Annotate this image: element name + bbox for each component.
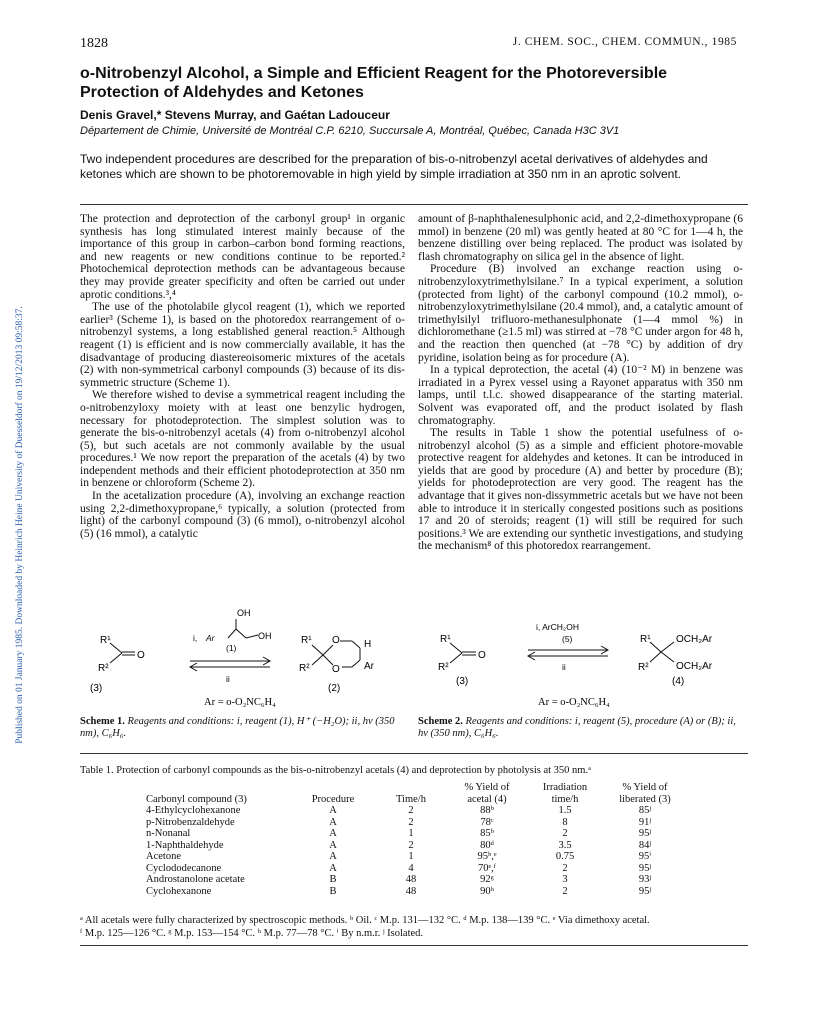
- table-cell: 4: [408, 862, 414, 874]
- table-header-row: [140, 782, 686, 805]
- oxygen-label: O: [478, 650, 486, 661]
- table-cell: 92ᵍ: [480, 874, 494, 885]
- caption-label: Scheme 2.: [418, 716, 463, 727]
- table-cell: 95ʲ: [638, 885, 652, 897]
- ar-definition: Ar = o-O₂NC₆H₄: [538, 697, 610, 708]
- table-footnote: ᵃ All acetals were fully characterized by spectroscopic methods. ᵇ Oil. ᶜ M.p. 131—132 °C. ᵈ M.p. 138—139 °C. ᵉ Via dimethoxy acetal.: [80, 915, 650, 926]
- r2-label: R²: [438, 662, 449, 673]
- paragraph: In the acetalization procedure (A), involving an exchange reaction using 2,2-dimethoxypropane,⁶ typically, a solution (protected from light) of the carbonyl compound (3) (6 mmol), o-nitrobenzyl alcohol (5) (16 mmol), a catalytic: [80, 490, 405, 540]
- paragraph: The use of the photolabile glycol reagent (1), which we reported earlier³ (Scheme 1), is based on the photoredox rearrangement of o-nitrobenzyl systems, a long established general reaction.⁵ Although reagent (1) is efficient and is now commercially available, it has the disadvantage of producing diastereoisomeric mixtures of the acetals (2) with non-symmetrical carbonyl compounds (3) because of its dis-symmetric structure (Scheme 1).: [80, 301, 405, 389]
- table-cell: 3: [562, 874, 568, 885]
- table-cell: 95ⁱ: [638, 851, 652, 862]
- condition-label: i,: [193, 633, 198, 643]
- table-row: [140, 828, 686, 840]
- table-cell: 1-Naphthaldehyde: [146, 839, 224, 851]
- paragraph: amount of β-naphthalenesulphonic acid, and 2,2-dimethoxypropane (6 mmol) in benzene (20 ml) was gently heated at 80 °C for 1—4 h, the benzene distilling over being replaced. The product was isolated by flash chromatography on silica gel in the absence of light.: [418, 213, 743, 263]
- table-cell: 2: [408, 839, 414, 851]
- table-cell: 85ᵇ: [480, 828, 494, 839]
- results-table: [140, 782, 686, 897]
- condition-label: ii: [562, 662, 566, 672]
- column-header: % Yield of acetal (4): [464, 782, 510, 805]
- table-cell: 91ʲ: [638, 816, 652, 828]
- table-cell: A: [329, 839, 337, 851]
- column-header: Time/h: [396, 793, 426, 805]
- och2ar-label: OCH₂Ar: [676, 661, 713, 672]
- authors: Denis Gravel,* Stevens Murray, and Gaétan Ladouceur: [80, 108, 390, 122]
- column-right: [418, 213, 743, 553]
- table-cell: 78ᶜ: [480, 816, 494, 828]
- table-cell: 2: [408, 805, 414, 816]
- oh-label: OH: [258, 631, 272, 641]
- paragraph: We therefore wished to devise a symmetrical reagent including the o-nitrobenzyloxy moiety with at least one benzylic hydrogen, necessary for photodeprotection. The simplest solution was to generate the bis-o-nitrobenzyl acetals (4) from o-nitrobenzyl alcohol (5), but such acetals are not commonly available by the usual procedures.¹ We now report the preparation of the acetals (4) by two independent methods and their efficient photodeprotection at 350 nm in benzene or chloroform (Scheme 2).: [80, 389, 405, 490]
- table-cell: A: [329, 862, 337, 874]
- column-header: Irradiation time/h: [542, 782, 588, 805]
- condition-label: i, ArCH₂OH: [536, 622, 579, 632]
- table-row: [140, 805, 686, 817]
- table-cell: 70ᵉ,ᶠ: [477, 862, 496, 874]
- oxygen-label: O: [137, 650, 145, 661]
- table-footnote: ᶠ M.p. 125—126 °C. ᵍ M.p. 153—154 °C. ʰ M.p. 77—78 °C. ⁱ By n.m.r. ʲ Isolated.: [80, 928, 424, 939]
- table-cell: 90ʰ: [480, 885, 494, 897]
- scheme-1-caption: [80, 716, 410, 740]
- affiliation: Département de Chimie, Université de Montréal C.P. 6210, Succursale A, Montréal, Québec, Canada H3C 3V1: [80, 125, 620, 137]
- column-left: [80, 213, 405, 540]
- journal-header: J. CHEM. SOC., CHEM. COMMUN., 1985: [512, 36, 737, 48]
- compound-number: (3): [456, 676, 469, 687]
- table-cell: 95ʲ: [638, 862, 652, 874]
- table-cell: Androstanolone acetate: [146, 874, 245, 885]
- oh-label: OH: [237, 608, 251, 618]
- caption-text: Reagents and conditions: i, reagent (1), H⁺ (−H₂O); ii, hv (350 nm), C₆H₆.: [80, 716, 395, 739]
- bottom-rule: [80, 945, 748, 946]
- table-cell: 48: [405, 885, 417, 897]
- paragraph: The results in Table 1 show the potential usefulness of o-nitrobenzyl alcohol (5) as a simple and efficient photore-movable protective reagent for aldehydes and ketones. It can be introduced in yields that are good by procedure (A) and better by procedure (B); yields for photodeprotection are very good. The reagent has the advantage that it gives non-dissymmetric acetals but we have not been able to introduce it in sterically congested positions such as positions 17 and 20 of steroids; reagent (1) will still be required for such positions.³ We are extending our synthetic investigations, and studying the mechanism⁸ of this photoredox rearrangement.: [418, 427, 743, 553]
- table-row: [140, 886, 686, 898]
- table-cell: 2: [408, 816, 414, 828]
- ar-label: Ar: [364, 661, 374, 672]
- scheme-1-diagram: [80, 603, 410, 715]
- table-cell: p-Nitrobenzaldehyde: [146, 816, 235, 828]
- table-cell: A: [329, 828, 337, 839]
- table-cell: 85ʲ: [638, 805, 652, 816]
- table-cell: 2: [562, 828, 568, 839]
- table-row: [140, 851, 686, 863]
- table-cell: 1: [408, 851, 414, 862]
- compound-number: (4): [672, 676, 685, 687]
- table-cell: n-Nonanal: [146, 828, 191, 839]
- table-cell: A: [329, 805, 337, 816]
- table-cell: 88ᵇ: [480, 805, 494, 816]
- table-row: [140, 874, 686, 886]
- table-cell: 93ʲ: [638, 874, 652, 885]
- article-title: o-Nitrobenzyl Alcohol, a Simple and Efficient Reagent for the Photoreversible Protection of Aldehydes and Ketones: [80, 65, 668, 101]
- table-cell: B: [329, 874, 337, 885]
- caption-label: Scheme 1.: [80, 716, 125, 727]
- compound-number: (3): [90, 683, 103, 694]
- r1-label: R¹: [440, 634, 451, 645]
- r1-label: R¹: [301, 635, 312, 646]
- ar-definition: Ar = o-O₂NC₆H₄: [204, 697, 276, 708]
- table-cell: A: [329, 851, 337, 862]
- r2-label: R²: [638, 662, 649, 673]
- abstract-rule: [80, 204, 748, 205]
- table-title: Table 1. Protection of carbonyl compounds as the bis-o-nitrobenzyl acetals (4) and deprotection by photolysis at 350 nm.ᵃ: [80, 765, 591, 776]
- table-cell: 2: [562, 885, 568, 897]
- scheme-2-diagram: [418, 618, 748, 715]
- table-row: [140, 840, 686, 852]
- table-cell: 1: [408, 828, 414, 839]
- hydrogen-label: H: [364, 639, 372, 650]
- condition-label: ii: [226, 674, 230, 684]
- r1-label: R¹: [100, 635, 111, 646]
- table-top-rule: [80, 753, 748, 754]
- paragraph: In a typical deprotection, the acetal (4) (10⁻² M) in benzene was irradiated in a Pyrex vessel using a Rayonet apparatus with 350 nm lamps, until t.l.c. showed disappearance of the starting material. Solvent was evaporated off, and the product isolated by flash chromatography.: [418, 364, 743, 427]
- r2-label: R²: [299, 663, 310, 674]
- reagent-label: (5): [562, 634, 573, 644]
- table-cell: 80ᵈ: [480, 839, 494, 851]
- table-cell: Cyclohexanone: [146, 885, 212, 897]
- table-cell: 3.5: [558, 839, 572, 851]
- caption-text: Reagents and conditions: i, reagent (5), procedure (A) or (B); ii, hv (350 nm), C₆H₆.: [418, 716, 736, 739]
- table-cell: 95ᵇ,ᵉ: [477, 851, 497, 862]
- table-cell: 48: [405, 874, 417, 885]
- table-cell: A: [329, 816, 337, 828]
- table-cell: 84ʲ: [638, 839, 652, 851]
- table-cell: 0.75: [555, 851, 575, 862]
- table-row: [140, 863, 686, 875]
- column-header: Carbonyl compound (3): [146, 793, 247, 805]
- table-cell: 1.5: [558, 805, 572, 816]
- table-cell: B: [329, 885, 337, 897]
- paragraph: Procedure (B) involved an exchange reaction using o-nitrobenzyloxytrimethylsilane.⁷ In a typical experiment, a solution (protected from light) of the carbonyl compound (10.2 mmol), o-nitrobenzyloxytrimethylsilane (20.4 mmol), and, a catalytic amount of trimethylsilyl trifluoro-methanesulphonate (1—4 mmol %) in dichloromethane (≥1.5 ml) was stirred at −78 °C under argon for 48 h, and the reaction then quenched (at −78 °C) by addition of dry pyridine, isolation being as for procedure (A).: [418, 263, 743, 364]
- table-cell: 95ʲ: [638, 828, 652, 839]
- page-number: 1828: [80, 36, 108, 51]
- download-note: Published on 01 January 1985. Downloaded by Heinrich Heine University of Duesseldorf on 19/12/2013 09:58:37.: [15, 306, 25, 744]
- ar-label: Ar: [206, 633, 215, 643]
- oxygen-label: O: [332, 635, 340, 646]
- table-cell: 8: [562, 816, 568, 828]
- table-cell: 2: [562, 862, 568, 874]
- table-cell: 4-Ethylcyclohexanone: [146, 805, 241, 816]
- paragraph: The protection and deprotection of the carbonyl group¹ in organic synthesis has long stimulated interest mainly because of the importance of this group in carbon–carbon bond forming reactions, and new reagents or new conditions continue to be reported.² Photochemical deprotection methods can be advantageous because they may provide greater specificity and often be carried out under aprotic conditions.³,⁴: [80, 213, 405, 301]
- table-cell: Acetone: [146, 851, 181, 862]
- scheme-2-caption: [418, 716, 748, 740]
- r2-label: R²: [98, 663, 109, 674]
- oxygen-label: O: [332, 664, 340, 675]
- reagent-label: (1): [226, 643, 237, 653]
- column-header: Procedure: [311, 793, 355, 805]
- table-row: [140, 817, 686, 829]
- r1-label: R¹: [640, 634, 651, 645]
- column-header: % Yield of liberated (3): [619, 782, 671, 805]
- table-cell: Cyclododecanone: [146, 862, 222, 874]
- compound-number: (2): [328, 683, 341, 694]
- abstract: Two independent procedures are described for the preparation of bis-o-nitrobenzyl acetal derivatives of aldehydes and ketones which are shown to be photoremovable in high yield by simple irradiation at 350 nm in an aprotic solvent.: [80, 152, 708, 181]
- och2ar-label: OCH₂Ar: [676, 634, 713, 645]
